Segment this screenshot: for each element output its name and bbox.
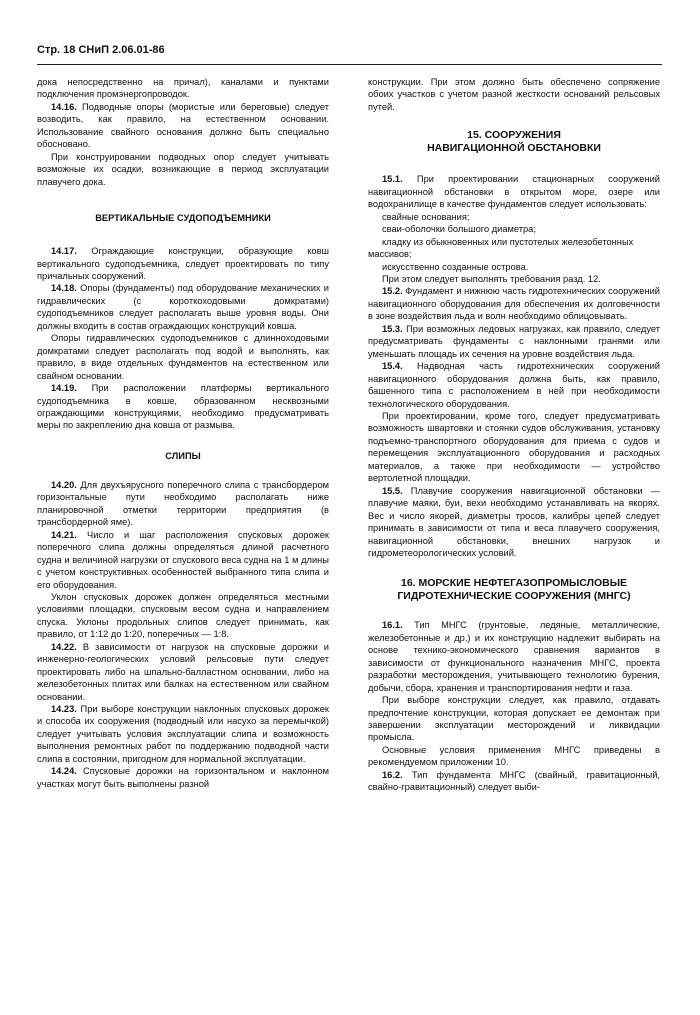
list-item: сваи-оболочки большого диаметра; [382,224,536,235]
section-heading: ВЕРТИКАЛЬНЫЕ СУДОПОДЪЕМНИКИ [95,213,271,224]
paragraph: Опоры гидравлических судоподъемников с длинноходовыми домкратами следует располагать под водой и выполнять, как правило, в виде отдельных фундаментов на естественном или свайном основании. [37,333,329,381]
clause-14-22: 14.22. В зависимости от нагрузок на спусковые дорожки и инженерно-геологических условий рельсовые пути следует проектировать либо на шпально-балластном основании, либо на железобетонных плитах или балках на естественном или свайном основании. [37,641,329,702]
paragraph: При выборе конструкции следует, как правило, отдавать предпочтение конструкции, которая допускает ее демонтаж при завершении эксплуатации месторождений и ликвидации промысла. [368,695,660,743]
paragraph: При проектировании, кроме того, следует предусматривать возможность швартовки и стоянки судов обслуживания, установку подъемно-транспортного оборудования для приема с судов и перемещения эксплуатационного оборудования и расходных материалов, а также при необходимости — устройство вертолетной площадки. [368,410,660,484]
clause-14-21: 14.21. Число и шаг расположения спусковых дорожек поперечного слипа должны определяться длиной расчетного судна и величиной нагрузки от спускового веса судна на 1 м длины с учетом конструктивных особенностей выбранного типа слипа и его оборудования. [37,529,329,590]
section-heading: СЛИПЫ [165,450,201,461]
header-rule [37,64,662,65]
paragraph: Уклон спусковых дорожек должен определяться местными условиями площадки, спусковым весом судна и направлением спуска. Уклоны продольных слипов следует принимать, как правило, от 1:12 до 1:20, поперечных — 1:8. [37,591,329,640]
list-item: кладку из обыкновенных или пустотелых железобетонных массивов; [368,236,634,260]
section-heading-line: 15. СООРУЖЕНИЯ [467,129,561,142]
clause-16-2: 16.2. Тип фундамента МНГС (свайный, гравитационный, свайно-гравитационный) следует выби- [368,769,660,793]
clause-14-16: 14.16. Подводные опоры (мористые или береговые) следует возводить, как правило, на естественном основании. Использование свайного основания должно быть специально обосновано. [37,101,329,150]
right-column [368,76,660,794]
clause-14-20: 14.20. Для двухъярусного поперечного слипа с трансбордером горизонтальные пути необходимо располагать ниже планировочной отметки территории предприятия (в трансбордерной яме). [37,479,329,528]
clause-15-1: 15.1. При проектировании стационарных сооружений навигационной обстановки в открытом море, озере или водохранилище в качестве фундаментов следует использовать: [368,174,660,210]
paragraph: При этом следует выполнять требования разд. 12. [382,273,601,284]
clause-15-5: 15.5. Плавучие сооружения навигационной обстановки — плавучие маяки, буи, вехи необходимо устанавливать на якорях. Вес и число якорей, диаметры тросов, калибры цепей следует принимать в зависимости от типа и веса плавучего сооружения, навигационной обстановки, внешних нагрузок и гидрометеорологических условий. [368,485,660,558]
clause-14-17: 14.17. Ограждающие конструкции, образующие ковш вертикального судоподъемника, следует проектировать по типу причальных сооружений. [37,246,329,281]
clause-14-19: 14.19. При расположении платформы вертикального судоподъемника в ковше, образованном несквозными ограждающими конструкциями, необходимо предусматривать меры по закреплению дна ковша от размыва. [37,383,329,431]
list-item: искусственно созданные острова. [382,261,529,272]
section-heading-line: ГИДРОТЕХНИЧЕСКИЕ СООРУЖЕНИЯ (МНГС) [397,590,631,603]
paragraph: Основные условия применения МНГС приведены в рекомендуемом приложении 10. [368,744,660,768]
clause-14-23: 14.23. При выборе конструкции наклонных спусковых дорожек и способа их сооружения (подводный или насухо за перемычкой) следует учитывать условия эксплуатации слипа и возможность выполнения ремонтных работ по поддержанию подводной части слипа в состоянии, пригодном для нормальной эксплуатации. [37,704,329,764]
section-heading [368,577,660,603]
section-heading [368,129,660,155]
list-item: свайные основания; [382,211,470,222]
clause-16-1: 16.1. Тип МНГС (грунтовые, ледяные, металлические, железобетонные и др.) и их конструкцию надлежит выбирать на основе технико-экономического сравнения вариантов в зависимости от функционального назначения МНГС, проекта разработки месторождения, учитывающего технологию бурения, добычи, сбора, хранения и транспортирования нефти и газа. [368,620,660,693]
clause-15-3: 15.3. При возможных ледовых нагрузках, как правило, следует предусматривать фундаменты с наклонными гранями или уменьшать площадь их сечения на уровне воздействия льда. [368,323,660,359]
paragraph: конструкции. При этом должно быть обеспечено сопряжение обоих участков с учетом разной жесткости оснований рельсовых путей. [368,77,660,112]
page-header: Стр. 18 СНиП 2.06.01-86 [37,44,165,56]
clause-15-4: 15.4. Надводная часть гидротехнических сооружений навигационного оборудования должна быть, как правило, башенного типа с расположением в ней при необходимости технологического оборудования. [368,361,660,409]
section-heading-line: 16. МОРСКИЕ НЕФТЕГАЗОПРОМЫСЛОВЫЕ [400,577,627,590]
paragraph: дока непосредственно на причал), каналами и пунктами подключения промэнергопроводок. [37,77,329,100]
section-heading-line: НАВИГАЦИОННОЙ ОБСТАНОВКИ [427,142,601,155]
clause-14-24: 14.24. Спусковые дорожки на горизонтальном и наклонном участках могут быть выполнены разной [37,766,329,789]
left-column [37,76,329,790]
clause-14-18: 14.18. Опоры (фундаменты) под оборудование механических и гидравлических (с короткоходовыми домкратами) судоподъемников следует располагать выше уровня воды. Они должны входить в состав ограждающих конструкций ковша. [37,283,329,331]
paragraph: При конструировании подводных опор следует учитывать возможные их осадки, возникающие в период эксплуатации плавучего дока. [37,151,329,187]
clause-15-2: 15.2. Фундамент и нижнюю часть гидротехнических сооружений навигационного оборудования для обеспечения их долговечности в зоне воздействия льда и волн необходимо облицовывать. [368,286,660,322]
